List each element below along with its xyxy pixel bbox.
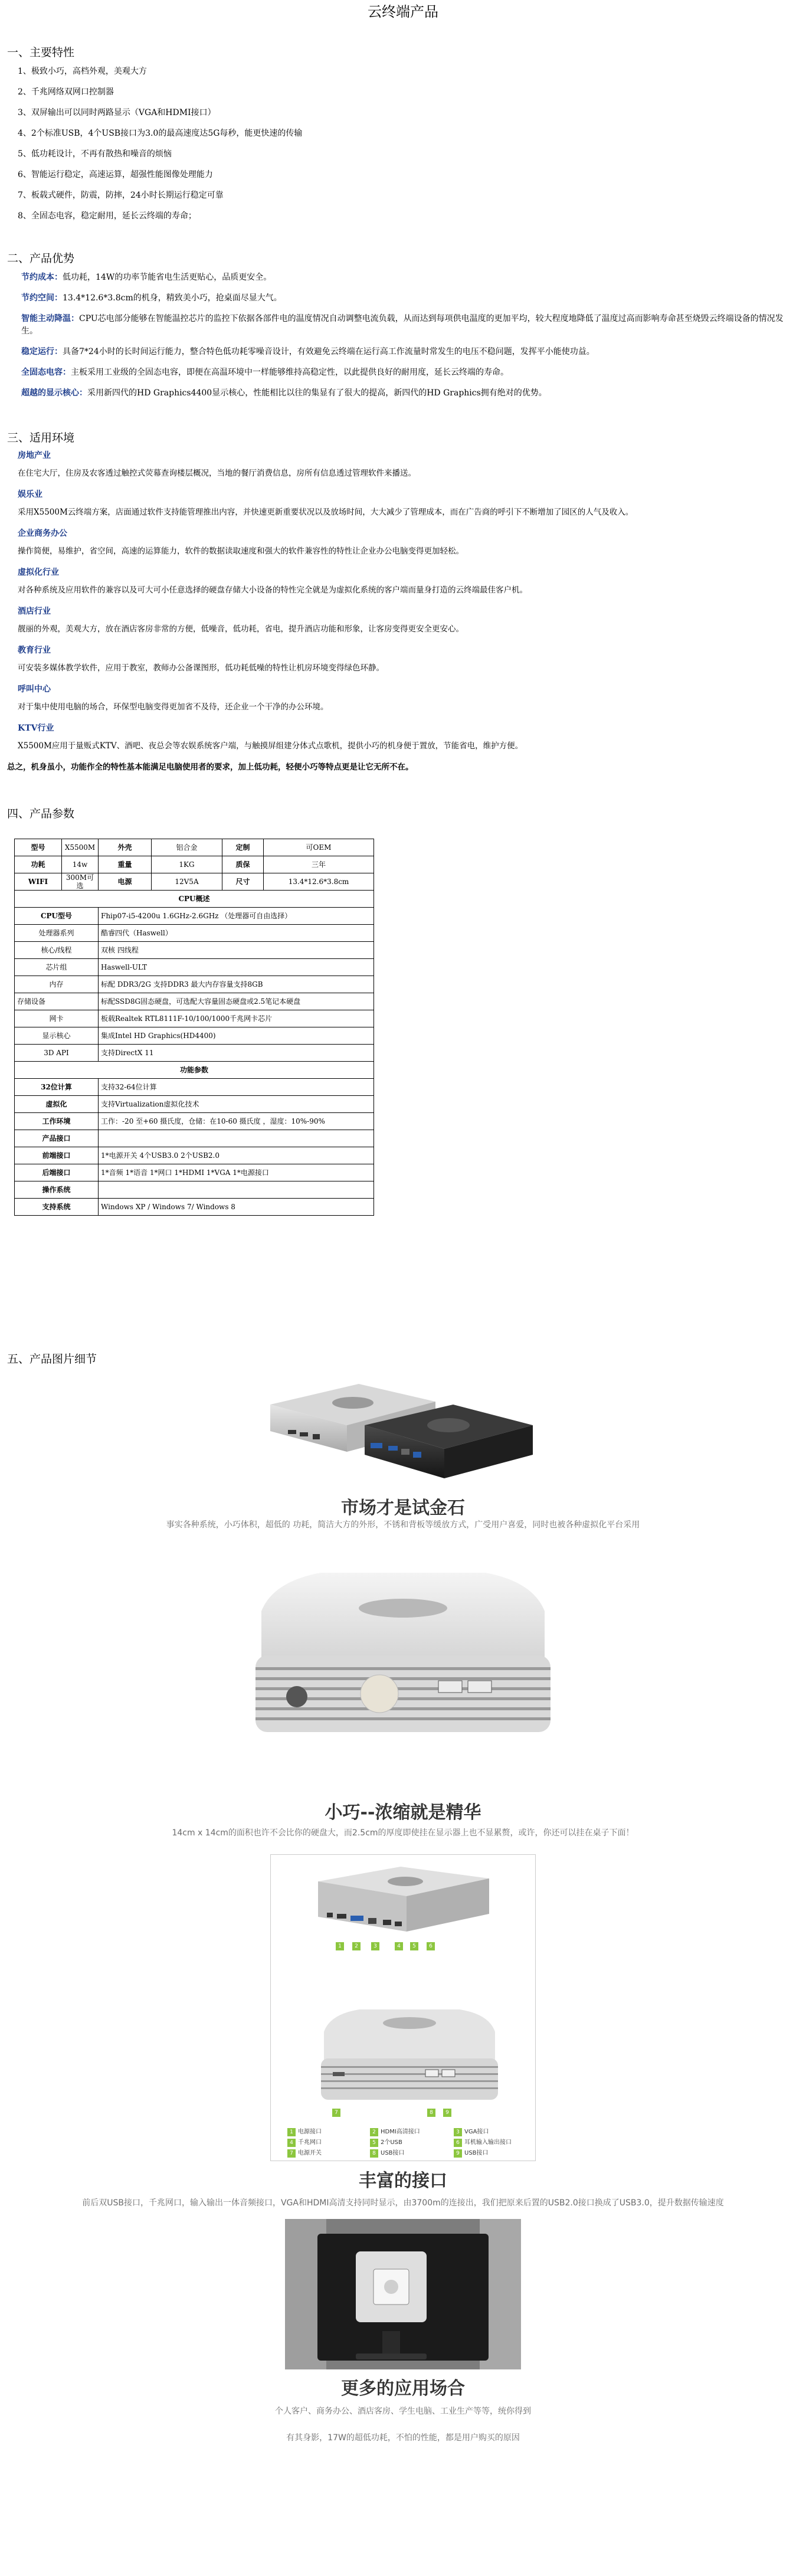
section-heading-specs: 四、产品参数	[7, 807, 75, 820]
legend-number: 1	[287, 2128, 296, 2136]
spec-key: 定制	[222, 839, 264, 856]
table-row	[15, 1027, 374, 1045]
spec-value: 13.4*12.6*3.8cm	[264, 873, 374, 891]
legend-label: USB接口	[464, 2150, 489, 2156]
table-row	[15, 959, 374, 976]
advantage-text: 采用新四代的HD Graphics4400显示核心，性能相比以往的集显有了很大的提高，新四代的HD Graphics拥有绝对的优势。	[87, 388, 547, 398]
caption-text: 14cm x 14cm的面积也许不会比你的硬盘大，而2.5cm的厚度即使挂在显示器上也不显累赘，或许，你还可以挂在桌子下面！	[172, 1828, 634, 1838]
advantage-text: 具备7*24小时的长时间运行能力，整合特色低功耗零噪音设计，有效避免云终端在运行高工作流量时常发生的电压不稳问题，发挥平小能使功益。	[63, 347, 595, 356]
advantage-item	[21, 292, 794, 305]
spec-value: 支持DirectX 11	[99, 1045, 374, 1062]
feature-item: 4、2个标准USB，4个USB接口为3.0的最高速度达5G每秒，能更快速的传输	[18, 129, 303, 138]
legend-number: 5	[370, 2139, 378, 2147]
monitor-mount-illustration	[285, 2219, 521, 2369]
table-row	[15, 873, 374, 891]
advantage-label: 智能主动降温：	[21, 314, 79, 323]
spec-value	[99, 1181, 374, 1199]
environment-name: 企业商务办公	[18, 529, 67, 538]
legend-number: 8	[370, 2149, 378, 2158]
environment-name: 虚拟化行业	[18, 568, 59, 577]
legend-badge: 7	[332, 2109, 340, 2117]
legend-number: 4	[287, 2139, 296, 2147]
advantage-item	[21, 346, 794, 358]
legend-number: 3	[454, 2128, 462, 2136]
table-row	[15, 1147, 374, 1164]
page-title: 云终端产品	[368, 4, 438, 20]
advantage-label: 节约成本：	[21, 273, 63, 282]
product-photo-pair	[264, 1378, 542, 1487]
spec-key: 产品接口	[15, 1130, 99, 1147]
legend-badge: 6	[427, 1942, 435, 1950]
caption-title: 丰富的接口	[359, 2171, 447, 2191]
section-heading-photos: 五、产品图片细节	[7, 1353, 97, 1366]
table-row	[15, 891, 374, 908]
advantage-label: 稳定运行：	[21, 347, 63, 356]
table-row	[15, 993, 374, 1010]
environment-name: 酒店行业	[18, 607, 51, 616]
interface-diagram	[270, 1854, 536, 2161]
device-front-illustration	[238, 1540, 568, 1788]
spec-key: 质保	[222, 856, 264, 873]
caption-title: 小巧--浓缩就是精华	[325, 1802, 481, 1823]
spec-key: 核心/线程	[15, 942, 99, 959]
spec-value: 12V5A	[152, 873, 222, 891]
spec-key: WIFI	[15, 873, 62, 891]
table-row	[15, 856, 374, 873]
spec-value: 标配 DDR3/2G 支持DDR3 最大内存容量支持8GB	[99, 976, 374, 993]
spec-key: 3D API	[15, 1045, 99, 1062]
environment-text: 采用X5500M云终端方案，店面通过软件支持能管理推出内容，并快速更新重要状况以及放场时间，大大减少了管理成本，而在广告商的呼引下不断增加了园区的人气及收入。	[18, 508, 634, 517]
spec-key: CPU型号	[15, 908, 99, 925]
spec-key: 支持系统	[15, 1199, 99, 1216]
legend-item	[287, 2148, 322, 2158]
legend-item	[287, 2137, 322, 2147]
spec-key: 型号	[15, 839, 62, 856]
spec-value: 板载Realtek RTL8111F-10/100/1000千兆网卡芯片	[99, 1010, 374, 1027]
legend-item	[370, 2137, 402, 2147]
spec-key: 网卡	[15, 1010, 99, 1027]
environment-text: 对各种系统及应用软件的兼容以及可大可小任意选择的硬盘存储大小设备的特性完全就是为虚拟化系统的客户端而量身打造的云终端最佳客户机。	[18, 585, 527, 595]
table-row	[15, 1079, 374, 1096]
device-pair-illustration	[264, 1378, 542, 1487]
environment-text: X5500M应用于量贩式KTV、酒吧、夜总会等农娱系统客户端，与触摸屏组建分体式点歌机，提供小巧的机身便于置放，节能省电，维护方便。	[18, 741, 523, 751]
feature-item: 6、智能运行稳定，高速运算，超强性能图像处理能力	[18, 170, 213, 179]
environment-name: 呼叫中心	[18, 685, 51, 694]
spec-key: 尺寸	[222, 873, 264, 891]
advantage-text: 13.4*12.6*3.8cm的机身，精致美小巧，抢桌面尽显大气。	[63, 293, 282, 303]
legend-label: 千兆网口	[298, 2139, 322, 2146]
legend-number: 9	[454, 2149, 462, 2158]
feature-item: 5、低功耗设计，不再有散热和噪音的烦恼	[18, 149, 172, 159]
environment-name: KTV行业	[18, 724, 54, 733]
spec-value: Haswell-ULT	[99, 959, 374, 976]
spec-key: 功耗	[15, 856, 62, 873]
legend-badge: 1	[336, 1942, 344, 1950]
spec-key: 电源	[99, 873, 152, 891]
spec-key: 重量	[99, 856, 152, 873]
legend-label: 电源接口	[298, 2129, 322, 2135]
table-row	[15, 1045, 374, 1062]
table-row	[15, 1164, 374, 1181]
interface-illustration	[271, 1855, 536, 2161]
spec-key: 工作环境	[15, 1113, 99, 1130]
advantage-item	[21, 313, 794, 338]
legend-item	[454, 2137, 512, 2147]
legend-badge: 5	[410, 1942, 418, 1950]
advantage-item	[21, 387, 794, 400]
legend-number: 6	[454, 2139, 462, 2147]
spec-value: 1KG	[152, 856, 222, 873]
environment-text: 靓丽的外观，美观大方，放在酒店客房非常的方便，低噪音，低功耗，省电，提升酒店功能和形象，让客房变得更安全更安心。	[18, 624, 464, 634]
legend-label: HDMI高清接口	[381, 2129, 420, 2135]
advantage-item	[21, 366, 794, 379]
caption-title: 市场才是试金石	[341, 1498, 465, 1518]
spec-value: 1*音频 1*语音 1*网口 1*HDMI 1*VGA 1*电源接口	[99, 1164, 374, 1181]
spec-key: 虚拟化	[15, 1096, 99, 1113]
feature-item: 2、千兆网络双网口控制器	[18, 87, 114, 97]
spec-value	[99, 1130, 374, 1147]
spec-table	[14, 839, 374, 1216]
legend-label: 电源开关	[298, 2150, 322, 2156]
table-row	[15, 1010, 374, 1027]
spec-key: 32位计算	[15, 1079, 99, 1096]
section-heading-advantages: 二、产品优势	[7, 252, 75, 265]
table-row	[15, 976, 374, 993]
legend-badge: 2	[352, 1942, 361, 1950]
spec-value: 集成Intel HD Graphics(HD4400)	[99, 1027, 374, 1045]
legend-label: 耳机输入输出接口	[464, 2139, 512, 2146]
spec-value: 酷睿四代（Haswell）	[99, 925, 374, 942]
legend-number: 2	[370, 2128, 378, 2136]
legend-label: 2个USB	[381, 2139, 402, 2146]
legend-badge: 3	[371, 1942, 379, 1950]
caption-text: 事实各种系统，小巧体积，超低的 功耗，简洁大方的外形，不锈和背板等缓放方式，广受用户喜爱，同时也被各种虚拟化平台采用	[166, 1520, 640, 1530]
legend-badge: 4	[395, 1942, 403, 1950]
legend-badge: 8	[427, 2109, 435, 2117]
spec-value: 铝合金	[152, 839, 222, 856]
spec-key: 芯片组	[15, 959, 99, 976]
section-heading-environments: 三、适用环境	[7, 431, 75, 444]
advantage-label: 节约空间：	[21, 293, 63, 303]
caption-title: 更多的应用场合	[341, 2378, 465, 2399]
spec-key: 外壳	[99, 839, 152, 856]
spec-value: 双核 四线程	[99, 942, 374, 959]
product-photo-front	[238, 1540, 568, 1788]
legend-item	[454, 2148, 489, 2158]
table-row	[15, 1199, 374, 1216]
spec-key: 内存	[15, 976, 99, 993]
table-row	[15, 839, 374, 856]
spec-key: 存储设备	[15, 993, 99, 1010]
feature-item: 7、板载式硬件，防震，防摔，24小时长期运行稳定可靠	[18, 191, 224, 200]
environment-name: 房地产业	[18, 451, 51, 460]
spec-value: 支持32-64位计算	[99, 1079, 374, 1096]
func-header: 功能参数	[15, 1062, 374, 1079]
advantage-text: 主板采用工业级的全固态电容，即便在高温环境中一样能够维持高稳定性，以此提供良好的耐用度，延长云终端的寿命。	[71, 368, 509, 377]
table-row	[15, 1096, 374, 1113]
feature-item: 8、全固态电容，稳定耐用，延长云终端的寿命；	[18, 211, 196, 221]
spec-value: 支持Virtualization虚拟化技术	[99, 1096, 374, 1113]
legend-item	[454, 2126, 489, 2136]
legend-item	[287, 2126, 322, 2136]
spec-value: Windows XP / Windows 7/ Windows 8	[99, 1199, 374, 1216]
table-row	[15, 1130, 374, 1147]
table-row	[15, 942, 374, 959]
legend-badge: 9	[443, 2109, 451, 2117]
legend-number: 7	[287, 2149, 296, 2158]
environment-text: 可安装多媒体教学软件，应用于教室，教师办公备课图形，低功耗低噪的特性让机房环境变得绿色环静。	[18, 663, 384, 673]
spec-value: 可OEM	[264, 839, 374, 856]
feature-item: 1、极致小巧，高档外观，美观大方	[18, 67, 147, 76]
spec-key: 显示核心	[15, 1027, 99, 1045]
table-row	[15, 1113, 374, 1130]
spec-value: 300M可选	[62, 873, 99, 891]
legend-item	[370, 2126, 420, 2136]
table-row	[15, 925, 374, 942]
spec-value: 标配SSD8G固态硬盘，可选配大容量固态硬盘或2.5笔记本硬盘	[99, 993, 374, 1010]
section-heading-features: 一、主要特性	[7, 46, 75, 59]
legend-label: VGA接口	[464, 2129, 489, 2135]
advantage-text: CPU芯电部分能够在智能温控芯片的监控下依据各部件电的温度情况自动调整电流负载，从而达到每项供电温度的更加平均，较大程度地降低了温度过高而影响寿命甚至烧毁云终端设备的情况发生。	[21, 314, 784, 336]
advantage-label: 超越的显示核心：	[21, 388, 87, 398]
spec-key: 后端接口	[15, 1164, 99, 1181]
caption-text: 前后双USB接口，千兆网口，输入输出一体音频接口，VGA和HDMI高清支持同时显示，由3700m的连接出，我们把原来后置的USB2.0接口换成了USB3.0，提升数据传输速度	[82, 2198, 724, 2208]
advantage-item	[21, 271, 794, 284]
advantage-label: 全固态电容：	[21, 368, 71, 377]
caption-text: 个人客户、商务办公、酒店客房、学生电脑、工业生产等等，统你得到	[275, 2407, 531, 2416]
legend-label: USB接口	[381, 2150, 405, 2156]
table-row	[15, 1062, 374, 1079]
product-photo-mounted	[285, 2219, 521, 2369]
spec-value: 14w	[62, 856, 99, 873]
spec-key: 处理器系列	[15, 925, 99, 942]
environment-summary: 总之，机身虽小，功能作全的特性基本能满足电脑使用者的要求，加上低功耗，轻便小巧等特点更是让它无所不在。	[7, 762, 414, 772]
environment-name: 娱乐业	[18, 490, 42, 499]
feature-item: 3、双屏输出可以同时两路显示（VGA和HDMI接口）	[18, 108, 216, 117]
legend-item	[370, 2148, 405, 2158]
cpu-header: CPU概述	[15, 891, 374, 908]
spec-key: 前端接口	[15, 1147, 99, 1164]
table-row	[15, 1181, 374, 1199]
environment-text: 对于集中使用电脑的场合，环保型电脑变得更加省不及待，还企业一个干净的办公环境。	[18, 702, 329, 712]
spec-value: X5500M	[62, 839, 99, 856]
environment-text: 在住宅大厅，住房及农客透过触控式荧幕查询楼层概况，当地的餐厅消费信息，房所有信息透过管理软件来播送。	[18, 469, 416, 478]
spec-value: 工作：-20 至+60 摄氏度，仓储：在10-60 摄氏度 ，湿度：10%-90%	[99, 1113, 374, 1130]
spec-value: 1*电源开关 4个USB3.0 2个USB2.0	[99, 1147, 374, 1164]
environment-text: 操作简便，易维护，省空间，高速的运算能力，软件的数据读取速度和强大的软件兼容性的特性让企业办公电脑变得更加轻松。	[18, 546, 464, 556]
environment-name: 教育行业	[18, 646, 51, 655]
footer-text: 有其身影，17W的超低功耗，不怕的性能，都是用户购买的原因	[286, 2433, 520, 2443]
spec-key: 操作系统	[15, 1181, 99, 1199]
advantage-text: 低功耗，14W的功率节能省电生活更贴心，品质更安全。	[63, 273, 272, 282]
spec-value: 三年	[264, 856, 374, 873]
spec-value: Fhip07-i5-4200u 1.6GHz-2.6GHz （处理器可自由选择）	[99, 908, 374, 925]
table-row	[15, 908, 374, 925]
